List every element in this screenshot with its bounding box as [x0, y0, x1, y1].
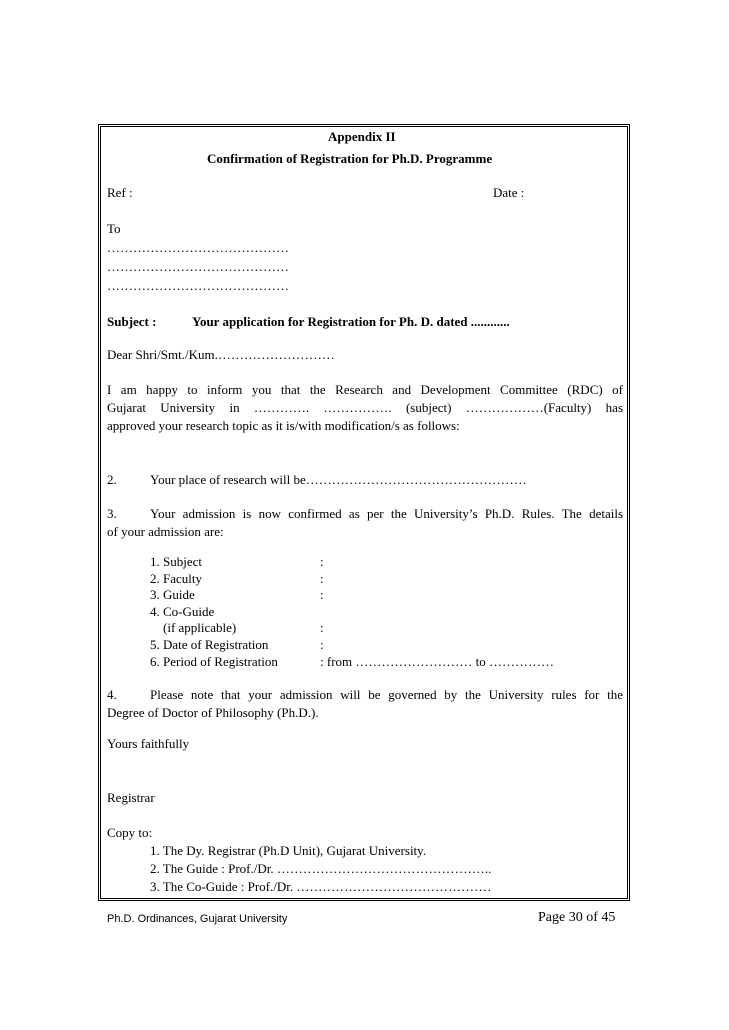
detail-label: 1. Subject	[150, 554, 202, 569]
address-line: ……………………………………	[107, 259, 289, 274]
to-label: To	[107, 221, 121, 236]
appendix-heading: Appendix II	[328, 129, 396, 144]
subject-text: Your application for Registration for Ph. D. dated ............	[192, 314, 510, 329]
address-line: ……………………………………	[107, 278, 289, 293]
page-number: Page 30 of 45	[538, 910, 616, 925]
para1-line: I am happy to inform you that the Research and Development Committee (RDC) of	[107, 382, 623, 397]
para1-line: Gujarat University in …………. ……………. (subject) ………………(Faculty) has	[107, 400, 623, 415]
address-line: ……………………………………	[107, 240, 289, 255]
para3-line: Your admission is now confirmed as per the University’s Ph.D. Rules. The details	[150, 506, 623, 521]
subject-label: Subject :	[107, 314, 157, 329]
para4-line: Degree of Doctor of Philosophy (Ph.D.).	[107, 705, 319, 720]
ref-label: Ref :	[107, 185, 133, 200]
detail-value: : from ……………………… to ……………	[320, 654, 554, 669]
date-label: Date :	[493, 185, 525, 200]
detail-value: :	[320, 637, 324, 652]
detail-value: :	[320, 620, 324, 635]
para3-line: of your admission are:	[107, 524, 224, 539]
detail-label: 6. Period of Registration	[150, 654, 278, 669]
signatory: Registrar	[107, 790, 155, 805]
copy-to-item: 1. The Dy. Registrar (Ph.D Unit), Gujarat University.	[150, 843, 427, 858]
document-title: Confirmation of Registration for Ph.D. Programme	[207, 151, 493, 166]
para3-number: 3.	[107, 506, 117, 521]
footer-left: Ph.D. Ordinances, Gujarat University	[107, 913, 288, 925]
detail-label: 5. Date of Registration	[150, 637, 269, 652]
detail-label: (if applicable)	[163, 620, 237, 635]
para2-text: Your place of research will be……………………………………………	[150, 472, 527, 487]
detail-label: 4. Co-Guide	[150, 604, 215, 619]
para4-number: 4.	[107, 687, 117, 702]
detail-label: 3. Guide	[150, 587, 195, 602]
detail-value: :	[320, 587, 324, 602]
para2-number: 2.	[107, 472, 117, 487]
para1-line: approved your research topic as it is/with modification/s as follows:	[107, 418, 460, 433]
copy-to-item: 2. The Guide : Prof./Dr. …………………………………………..	[150, 861, 492, 876]
copy-to-item: 3. The Co-Guide : Prof./Dr. ………………………………………	[150, 879, 492, 894]
detail-value: :	[320, 554, 324, 569]
copy-to-label: Copy to:	[107, 825, 153, 840]
detail-label: 2. Faculty	[150, 571, 202, 586]
salutation: Dear Shri/Smt./Kum.………………………	[107, 347, 335, 362]
para4-line: Please note that your admission will be governed by the University rules for the	[150, 687, 623, 702]
detail-value: :	[320, 571, 324, 586]
closing: Yours faithfully	[107, 736, 190, 751]
